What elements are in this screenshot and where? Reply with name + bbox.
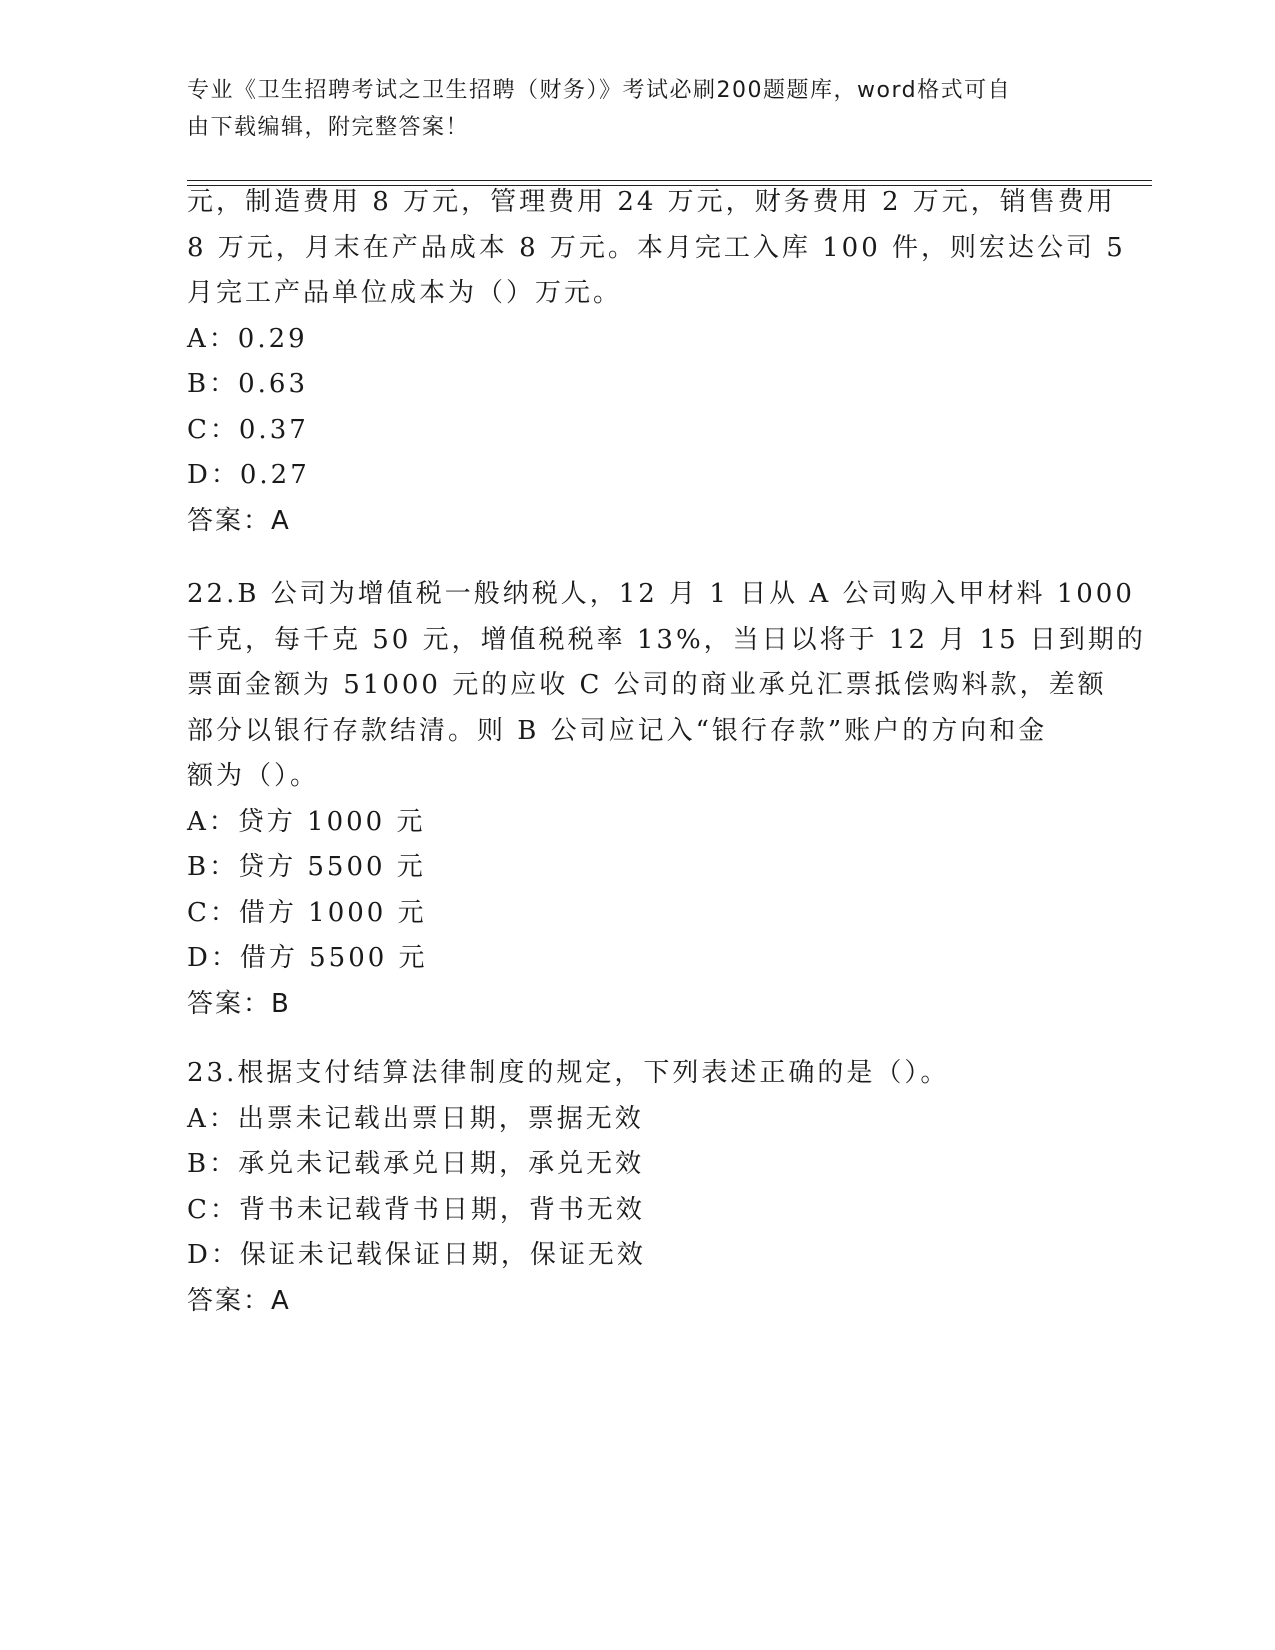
question-stem-line: 8 万元，月末在产品成本 8 万元。本月完工入库 100 件，则宏达公司 5 (187, 232, 1126, 263)
question-stem-line: 23.根据支付结算法律制度的规定，下列表述正确的是（）。 (187, 1058, 950, 1088)
option-b: B：贷方 5500 元 (187, 852, 426, 882)
question-stem-line: 额为（）。 (187, 761, 320, 791)
question-stem-line: 元，制造费用 8 万元，管理费用 24 万元，财务费用 2 万元，销售费用 (187, 187, 1116, 217)
question-stem-line: 22.B 公司为增值税一般纳税人，12 月 1 日从 A 公司购入甲材料 1000 (187, 579, 1135, 609)
question-stem-line: 千克，每千克 50 元，增值税税率 13%，当日以将于 12 月 15 日到期的 (187, 624, 1146, 655)
option-d: D：借方 5500 元 (187, 943, 428, 973)
header-line-1: 专业《卫生招聘考试之卫生招聘（财务）》考试必刷200题题库，word格式可自 (187, 78, 1012, 103)
option-b: B：0.63 (187, 369, 308, 399)
header-line-2: 由下载编辑，附完整答案！ (187, 115, 470, 140)
question-stem-line: 部分以银行存款结清。则 B 公司应记入“银行存款”账户的方向和金 (187, 715, 1048, 746)
answer-line: 答案：A (187, 1285, 291, 1316)
option-a: A：0.29 (187, 323, 308, 354)
question-stem-line: 票面金额为 51000 元的应收 C 公司的商业承兑汇票抵偿购料款，差额 (187, 670, 1107, 700)
question-21 (187, 180, 1126, 544)
answer-line: 答案：A (187, 505, 291, 536)
option-d: D：保证未记载保证日期，保证无效 (187, 1240, 646, 1270)
question-22 (187, 572, 1146, 1027)
option-b: B：承兑未记载承兑日期，承兑无效 (187, 1149, 645, 1179)
option-a: A：出票未记载出票日期，票据无效 (187, 1103, 644, 1134)
option-a: A：贷方 1000 元 (187, 806, 426, 837)
option-d: D：0.27 (187, 460, 310, 490)
document-header (187, 72, 1067, 146)
answer-line: 答案：B (187, 988, 291, 1019)
option-c: C：0.37 (187, 414, 309, 445)
question-stem-line: 月完工产品单位成本为（）万元。 (187, 278, 623, 308)
option-c: C：背书未记载背书日期，背书无效 (187, 1194, 645, 1225)
option-c: C：借方 1000 元 (187, 897, 427, 928)
question-23 (187, 1051, 1087, 1324)
